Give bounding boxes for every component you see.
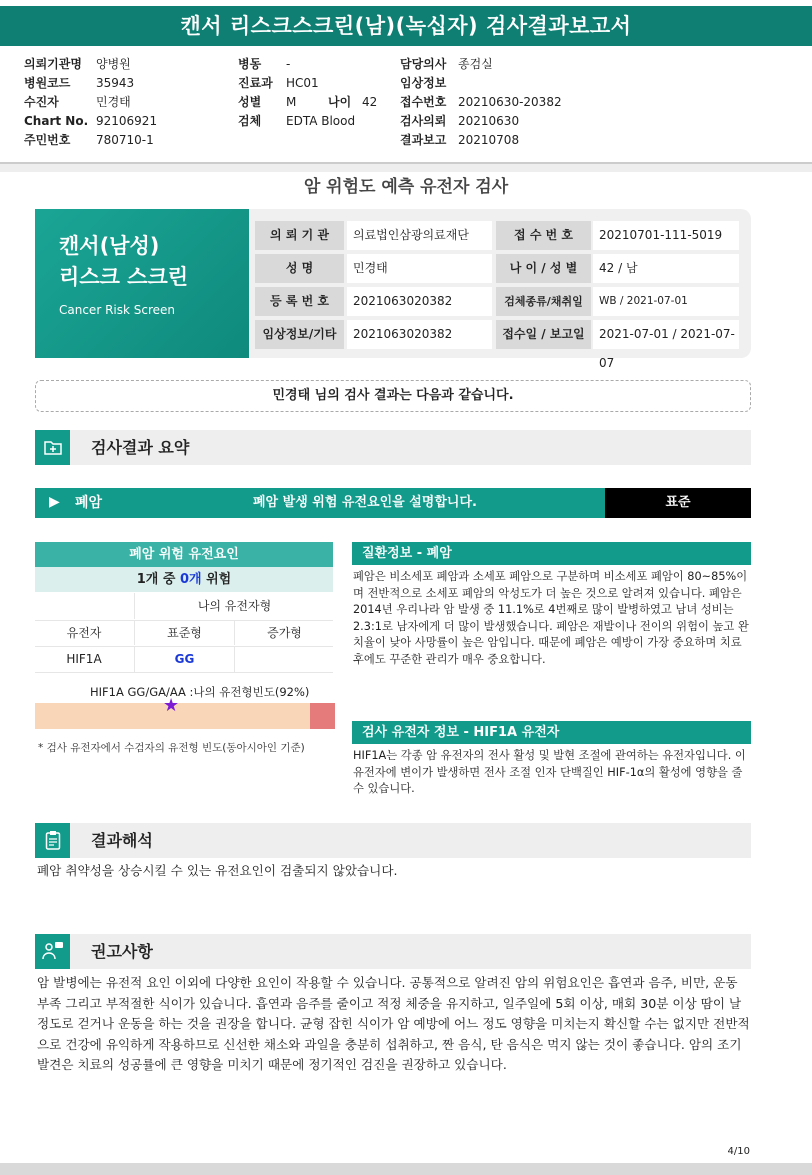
label-clinical-info: 임상정보 xyxy=(400,76,447,90)
card-value-specimen: WB / 2021-07-01 xyxy=(593,287,739,316)
value-department: HC01 xyxy=(286,76,319,90)
section-interpretation-title: 결과해석 xyxy=(91,831,153,850)
header-col-2 xyxy=(238,55,377,131)
card-label-clinical: 임상정보/기타 xyxy=(255,320,344,349)
lung-cancer-header xyxy=(35,488,605,518)
section-summary xyxy=(35,430,751,465)
clipboard-icon xyxy=(35,823,70,858)
summary-prefix: 1개 중 xyxy=(136,572,180,587)
label-patient: 수진자 xyxy=(24,95,59,109)
divider-band xyxy=(0,164,812,172)
lung-cancer-bar xyxy=(35,488,751,518)
card-value-clinical: 2021063020382 xyxy=(347,320,492,349)
summary-count: 0개 xyxy=(179,572,202,587)
footnote: * 검사 유전자에서 수검자의 유전형 빈도(동아시아인 기준) xyxy=(38,742,305,754)
summary-suffix: 위험 xyxy=(201,572,232,587)
section-recommendation-title: 권고사항 xyxy=(91,942,153,961)
card-value-age-sex: 42 / 남 xyxy=(593,254,739,283)
bottom-band xyxy=(0,1163,812,1175)
col-standard-header: 표준형 xyxy=(134,621,234,645)
card-value-name: 민경태 xyxy=(347,254,492,283)
patient-header xyxy=(0,50,812,164)
star-marker-icon: ★ xyxy=(163,695,180,716)
col-gene-header: 유전자 xyxy=(66,626,102,640)
value-doctor: 종검실 xyxy=(458,57,493,71)
section-recommendation xyxy=(35,934,751,969)
label-request-date: 검사의뢰 xyxy=(400,114,447,128)
value-institution: 양병원 xyxy=(96,57,131,71)
card-value-receipt: 20210701-111-5019 xyxy=(593,221,739,250)
recommendation-text: 암 발병에는 유전적 요인 이외에 다양한 요인이 작용할 수 있습니다. 공통적으로 알려진 암의 위험요인은 흡연과 음주, 비만, 운동 부족 그리고 부적절한 식이가 있습니다. 흡연과 음주를 줄이고 적정 체중을 유지하고, 일주일에 5회 이상, 매회 30분 이상 땀이 날 정도로 걷거나 운동을 하는 것을 권장을 합니다. 균형 잡힌 식이가 암 예방에 어느 정도 영향을 미치는지 확신할 수는 없지만 전반적으로 건강에 유익하게 작용하므로 신선한 채소와 과일을 충분히 섭취하고, 짠 음식, 탄 음식은 먹지 않는 것이 좋습니다. 암의 조기발견은 치료의 성공률에 큰 영향을 미치기 때문에 정기적인 검진을 권장하고 있습니다. xyxy=(37,975,750,1072)
value-receipt-no: 20210630-20382 xyxy=(458,95,562,109)
label-age: 나이 xyxy=(328,95,352,109)
value-specimen: EDTA Blood xyxy=(286,114,356,128)
card-label-institution: 의 뢰 기 관 xyxy=(255,221,344,250)
label-sex: 성별 xyxy=(238,95,262,109)
card-value-institution: 의료법인삼광의료재단 xyxy=(347,221,492,250)
risk-zone xyxy=(310,703,335,729)
gene-info-title: 검사 유전자 정보 - HIF1A 유전자 xyxy=(352,721,751,744)
page-number: 4/10 xyxy=(727,1146,750,1157)
value-age: 42 xyxy=(362,95,378,109)
label-rrn: 주민번호 xyxy=(24,133,71,147)
value-sex: M xyxy=(286,95,297,109)
brand-line-2: 리스크 스크린 xyxy=(59,265,189,289)
value-request-date: 20210630 xyxy=(458,114,520,128)
section-summary-title: 검사결과 요약 xyxy=(91,438,190,457)
gene-name-cell: HIF1A xyxy=(66,652,102,666)
brand-panel xyxy=(35,209,249,358)
header-col-3 xyxy=(400,55,562,150)
value-report-date: 20210708 xyxy=(458,133,520,147)
gene-table-row-3 xyxy=(35,646,333,673)
frequency-bar xyxy=(35,695,335,729)
header-col-1 xyxy=(24,55,157,150)
risk-status-badge: 표준 xyxy=(605,488,751,518)
play-triangle-icon: ▶ xyxy=(49,494,60,510)
value-chart-no: 92106921 xyxy=(96,114,158,128)
brand-title xyxy=(59,231,188,293)
label-specimen: 검체 xyxy=(238,114,262,128)
gene-table-spacer xyxy=(35,593,133,619)
gene-risk-table xyxy=(35,542,333,673)
brand-english: Cancer Risk Screen xyxy=(59,303,176,317)
label-ward: 병동 xyxy=(238,57,262,71)
value-patient: 민경태 xyxy=(96,95,131,109)
disease-info-title: 질환정보 - 폐암 xyxy=(352,542,751,565)
card-value-dates: 2021-07-01 / 2021-07-07 xyxy=(593,320,739,349)
page-subtitle: 암 위험도 예측 유전자 검사 xyxy=(303,177,509,197)
value-ward: - xyxy=(286,57,291,71)
label-hospital-code: 병원코드 xyxy=(24,76,71,90)
interpretation-text: 폐암 취약성을 상승시킬 수 있는 유전요인이 검출되지 않았습니다. xyxy=(37,863,398,878)
card-label-specimen: 검체종류/채취일 xyxy=(496,287,591,316)
gene-info-body: HIF1A는 각종 암 유전자의 전사 활성 및 발현 조절에 관여하는 유전자입니다. 이 유전자에 변이가 발생하면 전사 조절 인자 단백질인 HIF-1α의 활성에 영향을 줄 수 있습니다. xyxy=(353,749,746,795)
consultation-icon xyxy=(35,934,70,969)
gene-table-row-2 xyxy=(35,620,333,646)
folder-add-icon xyxy=(35,430,70,465)
card-value-reg-no: 2021063020382 xyxy=(347,287,492,316)
info-card xyxy=(35,209,751,370)
card-label-name: 성 명 xyxy=(255,254,344,283)
label-chart-no: Chart No. xyxy=(24,114,89,128)
section-interpretation xyxy=(35,823,751,858)
value-hospital-code: 35943 xyxy=(96,76,135,90)
result-intro: 민경태 님의 검사 결과는 다음과 같습니다. xyxy=(35,380,751,412)
gene-risk-summary xyxy=(35,567,333,593)
disease-info-body: 폐암은 비소세포 폐암과 소세포 폐암으로 구분하며 비소세포 폐암이 80~85%이며 전반적으로 소세포 폐암의 악성도가 더 높은 것으로 알려져 있습니다. 폐암은 2014년 우리나라 암 발생 중 11.1%로 4번째로 많이 발병하였고 남녀 성비는 2.3:1로 남자에게 더 많이 발생했습니다. 폐암은 재발이나 전이의 위험이 높고 완치율이 낮아 사망률이 높은 암입니다. 때문에 폐암은 예방이 가장 중요하며 치료 후에도 꾸준한 관리가 매우 중요합니다. xyxy=(353,570,749,666)
card-label-age-sex: 나 이 / 성 별 xyxy=(496,254,591,283)
label-report-date: 결과보고 xyxy=(400,133,447,147)
value-rrn: 780710-1 xyxy=(96,133,154,147)
card-label-reg-no: 등 록 번 호 xyxy=(255,287,344,316)
report-title: 캔서 리스크스크린(남)(녹십자) 검사결과보고서 xyxy=(0,6,812,46)
label-receipt-no: 접수번호 xyxy=(400,95,447,109)
brand-line-1: 캔서(남성) xyxy=(59,234,160,258)
gene-table-row-1 xyxy=(35,593,333,620)
cancer-description: 폐암 발생 위험 유전요인을 설명합니다. xyxy=(253,495,477,510)
label-doctor: 담당의사 xyxy=(400,57,447,71)
frequency-label: HIF1A GG/GA/AA :나의 유전형빈도(92%) xyxy=(90,685,310,699)
card-label-receipt: 접 수 번 호 xyxy=(496,221,591,250)
my-genotype-header: 나의 유전자형 xyxy=(134,593,334,619)
genotype-standard-cell: GG xyxy=(134,647,234,672)
genotype-increase-cell xyxy=(234,647,334,672)
label-department: 진료과 xyxy=(238,76,273,90)
cancer-name: 폐암 xyxy=(75,495,103,511)
card-label-dates: 접수일 / 보고일 xyxy=(496,320,591,349)
col-increase-header: 증가형 xyxy=(234,621,334,645)
gene-table-header: 폐암 위험 유전요인 xyxy=(35,542,333,567)
label-institution: 의뢰기관명 xyxy=(24,57,82,71)
